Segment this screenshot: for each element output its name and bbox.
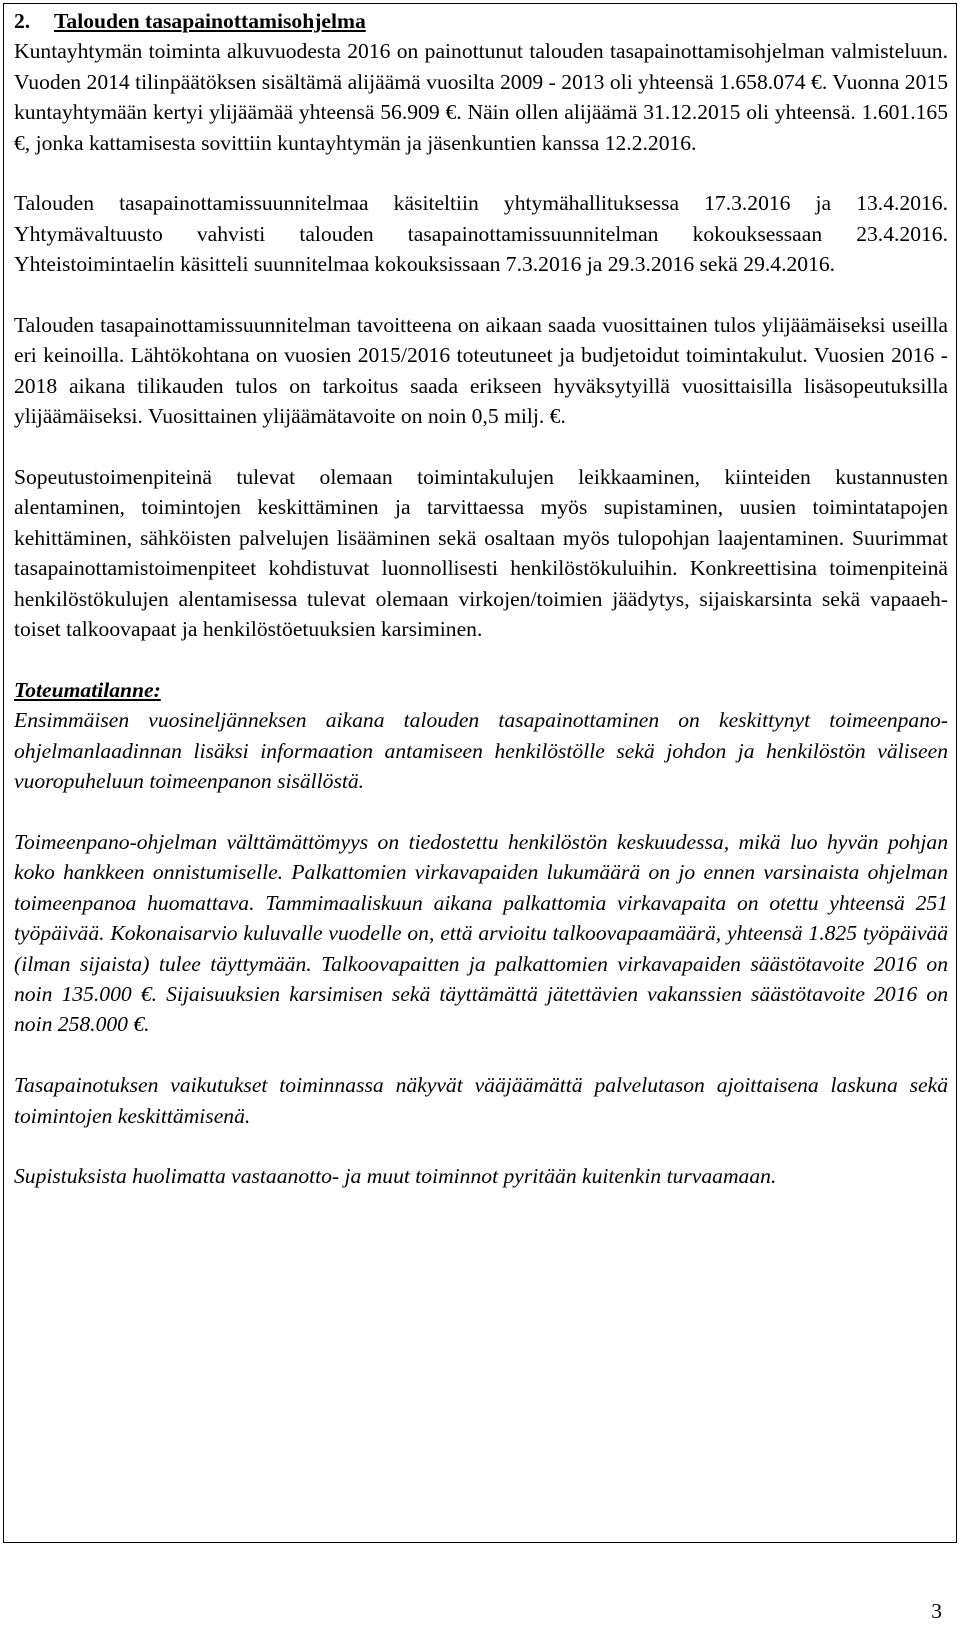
paragraph-measures: Sopeutustoimenpiteinä tulevat olemaan toimintakulujen leikkaaminen, kiinteiden kustannusten alentaminen, toimintojen keskittäminen ja tarvittaessa myös supistaminen, uusien toimintatapojen kehittäminen, sähköisten palvelujen lisääminen sekä osaltaan myös tulopohjan laajentaminen. Suurimmat tasapainottamistoimenpiteet kohdistuvat luonnollisesti henkilöstökuluihin. Konkreettisina toimenpiteinä henkilöstökulujen alentamisessa tulevat olemaan virkojen/toimien jäädytys, sijaiskarsinta sekä vapaaehtoiset talkoovapaat ja henkilöstöetuuksien karsiminen. [14, 465, 948, 642]
paragraph-processing: Talouden tasapainottamissuunnitelmaa käsiteltiin yhtymähallituksessa 17.3.2016 ja 13.4.2016. Yhtymävaltuusto vahvisti talouden tasapainottamissuunnitelman kokouksessaan 23.4.2016. Yhteistoimintaelin käsitteli suunnitelmaa kokouksissaan 7.3.2016 ja 29.3.2016 sekä 29.4.2016. [14, 191, 948, 277]
document-body [14, 6, 948, 1222]
status-paragraph-first-quarter: Ensimmäisen vuosineljänneksen aikana talouden tasapainottaminen on keskittynyt toimeenpano-ohjelmanlaadinnan lisäksi informaation antamiseen henkilöstölle sekä johdon ja henkilöstön väliseen vuoropuheluun toimeenpanon sisällöstä. [14, 708, 948, 794]
paragraph-deficit: Kuntayhtymän toiminta alkuvuodesta 2016 on painottunut talouden tasapainottamisohjelman valmisteluun. Vuoden 2014 tilinpäätöksen sisältämä alijäämä vuosilta 2009 - 2013 oli yhteensä 1.658.074 €. Vuonna 2015 kuntayhtymään kertyi ylijäämää yhteensä 56.909 €. Näin ollen alijäämä 31.12.2015 oli yhteensä. 1.601.165 €, jonka kattamisesta sovittiin kuntayhtymän ja jäsenkuntien kanssa 12.2.2016. [14, 39, 948, 155]
status-paragraph-effects: Tasapainotuksen vaikutukset toiminnassa näkyvät vääjäämättä palvelutason ajoittaisena laskuna sekä toimintojen keskittämisenä. [14, 1073, 948, 1128]
section-number: 2. [14, 9, 31, 33]
page-number: 3 [931, 1599, 942, 1623]
status-paragraph-cutbacks: Supistuksista huolimatta vastaanotto- ja muut toiminnot pyritään kuitenkin turvaamaan. [14, 1164, 777, 1189]
section-title: Talouden tasapainottamisohjelma [54, 9, 366, 33]
paragraph-goal: Talouden tasapainottamissuunnitelman tavoitteena on aikaan saada vuosittainen tulos ylijäämäiseksi useilla eri keinoilla. Lähtökohtana on vuosien 2015/2016 toteutuneet ja budjetoidut toimintakulut. Vuosien 2016 - 2018 aikana tilikauden tulos on tarkoitus saada erikseen hyväksytyillä vuosittaisilla lisäsopeutuksilla ylijäämäiseksi. Vuosittainen ylijäämätavoite on noin 0,5 milj. €. [14, 313, 948, 429]
section-heading [14, 6, 948, 36]
status-heading: Toteumatilanne: [14, 677, 161, 702]
status-paragraph-implementation: Toimeenpano-ohjelman välttämättömyys on tiedostettu henkilöstön keskuudessa, mikä luo hyvän pohjan koko hankkeen onnistumiselle. Palkattomien virkavapaiden lukumäärä on jo ennen varsinaista ohjelman toimeenpanoa huomattava. Tammimaaliskuun aikana palkattomia virkavapaita on otettu yhteensä 251 työpäivää. Kokonaisarvio kuluvalle vuodelle on, että arvioitu talkoovapaamäärä, yhteensä 1.825 työpäivää (ilman sijaista) tulee täyttymään. Talkoovapaitten ja palkattomien virkavapaiden säästötavoite 2016 on noin 135.000 €. Sijaisuuksien karsimisen sekä täyttämättä jätettävien vakanssien säästötavoite 2016 on noin 258.000 €. [14, 829, 948, 1037]
